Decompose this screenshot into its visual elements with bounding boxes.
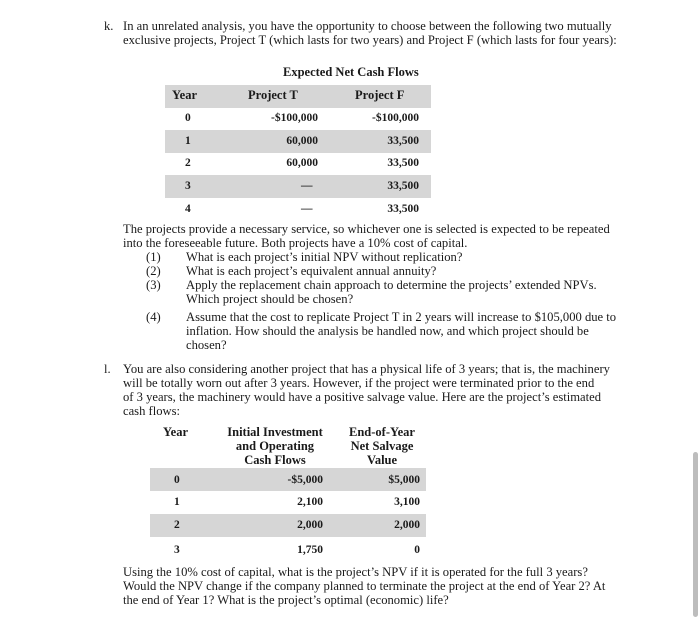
table-cell-f: -$100,000 [372,112,419,124]
table-cell-t: -$100,000 [271,112,318,124]
intro-line: will be totally worn out after 3 years. However, if the project were terminated prior to the end [123,376,595,390]
table-cell-year: 3 [185,180,191,192]
closing-line: the end of Year 1? What is the project’s optimal (economic) life? [123,593,449,607]
table-cell-t: 60,000 [286,135,318,147]
question-l-closing [123,565,683,607]
header-line: and Operating [235,439,315,453]
table-cell-salvage: 0 [414,544,420,556]
header-line: Value [366,453,398,467]
item-line: What is each project’s equivalent annual annuity? [186,264,437,278]
item-text [186,264,626,278]
table-cell-year: 2 [174,519,180,531]
header-line: Initial Investment [227,425,323,439]
body-line: The projects provide a necessary service, so whichever one is selected is expected to be repeated [123,222,610,236]
table-cell-year: 3 [174,544,180,556]
table-title: Expected Net Cash Flows [283,65,419,79]
header-line: Cash Flows [244,453,306,467]
item-number: (1) [146,250,161,264]
table-cell-t: 60,000 [286,157,318,169]
item-text [186,278,626,306]
intro-line: exclusive projects, Project T (which lasts for two years) and Project F (which lasts for four years): [123,33,617,47]
table-cell-salvage: 2,000 [394,519,420,531]
closing-line: Would the NPV change if the company planned to terminate the project at the end of Year 2? At [123,579,606,593]
table-cell-year: 2 [185,157,191,169]
table-cell-year: 4 [185,203,191,215]
item-number: (2) [146,264,161,278]
item-line: inflation. How should the analysis be handled now, and which project should be [186,324,589,338]
table-cell-cf: 1,750 [297,544,323,556]
header-project-t: Project T [248,88,298,102]
item-line: What is each project’s initial NPV without replication? [186,250,463,264]
table-cell-t: — [301,180,313,192]
header-year: Year [163,425,188,439]
question-k-body [123,222,683,250]
table-cell-cf: -$5,000 [287,474,323,486]
question-l-marker: l. [104,362,111,376]
closing-line: Using the 10% cost of capital, what is the project’s NPV if it is operated for the full 3 years? [123,565,588,579]
table-cell-cf: 2,100 [297,496,323,508]
table-cell-year: 0 [185,112,191,124]
item-text [186,250,626,264]
body-line: into the foreseeable future. Both projects have a 10% cost of capital. [123,236,468,250]
header-line: Net Salvage [350,439,414,453]
intro-line: cash flows: [123,404,181,418]
intro-line: You are also considering another project that has a physical life of 3 years; that is, the machinery [123,362,610,376]
table-cell-year: 1 [174,496,180,508]
table-cell-f: 33,500 [387,157,419,169]
header-year: Year [172,88,197,102]
header-salvage [340,425,424,467]
question-k-intro [123,19,683,47]
item-number: (4) [146,310,161,324]
table-cell-t: — [301,203,313,215]
table-cell-year: 0 [174,474,180,486]
row-band [150,514,426,537]
header-line: End-of-Year [349,425,415,439]
header-project-f: Project F [355,88,405,102]
table-cell-f: 33,500 [387,180,419,192]
table-cell-f: 33,500 [387,203,419,215]
item-line: Assume that the cost to replicate Project T in 2 years will increase to $105,000 due to [186,310,617,324]
cash-flow-table-k [165,58,431,222]
item-number: (3) [146,278,161,292]
intro-line: of 3 years, the machinery would have a positive salvage value. Here are the project’s estimated [123,390,602,404]
scrollbar-thumb[interactable] [693,452,698,617]
intro-line: In an unrelated analysis, you have the opportunity to choose between the following two mutually [123,19,612,33]
table-cell-salvage: $5,000 [388,474,420,486]
item-line: Which project should be chosen? [186,292,354,306]
table-cell-year: 1 [185,135,191,147]
item-line: Apply the replacement chain approach to determine the projects’ extended NPVs. [186,278,597,292]
question-l-intro [123,362,683,418]
item-line: chosen? [186,338,227,352]
header-investment [220,425,330,467]
item-text [186,310,626,352]
cash-flow-table-l [150,420,426,564]
table-cell-cf: 2,000 [297,519,323,531]
question-k-marker: k. [104,19,114,33]
table-cell-f: 33,500 [387,135,419,147]
table-cell-salvage: 3,100 [394,496,420,508]
